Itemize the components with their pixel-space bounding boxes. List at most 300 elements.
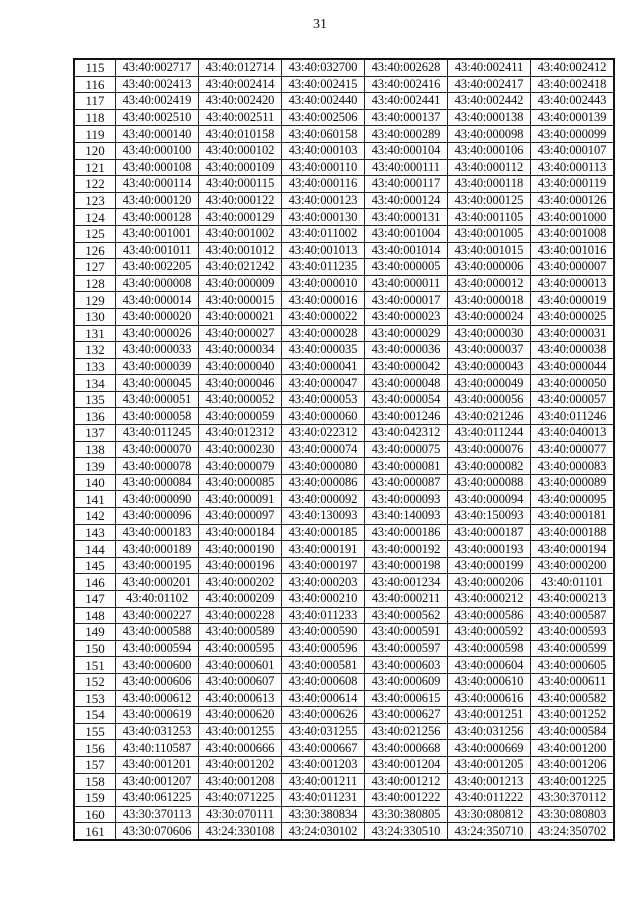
cadastral-number-cell: 43:40:042312: [365, 425, 448, 442]
cadastral-number-cell: 43:40:000119: [531, 176, 615, 193]
cadastral-number-cell: 43:40:011244: [448, 425, 531, 442]
cadastral-number-cell: 43:40:000596: [282, 640, 365, 657]
cadastral-number-cell: 43:40:000610: [448, 673, 531, 690]
cadastral-number-cell: 43:40:000616: [448, 690, 531, 707]
cadastral-number-cell: 43:40:000017: [365, 292, 448, 309]
cadastral-number-cell: 43:40:000113: [531, 159, 615, 176]
cadastral-number-cell: 43:40:001251: [448, 707, 531, 724]
cadastral-number-cell: 43:40:000593: [531, 624, 615, 641]
cadastral-number-cell: 43:40:012714: [199, 59, 282, 76]
cadastral-number-cell: 43:40:000183: [116, 524, 199, 541]
cadastral-number-cell: 43:40:000005: [365, 259, 448, 276]
row-number-cell: 134: [74, 375, 116, 392]
row-number-cell: 132: [74, 342, 116, 359]
cadastral-number-cell: 43:40:000584: [531, 723, 615, 740]
cadastral-number-cell: 43:40:000096: [116, 508, 199, 525]
cadastral-number-cell: 43:40:000037: [448, 342, 531, 359]
cadastral-number-cell: 43:40:000098: [448, 126, 531, 143]
table-row: [74, 76, 614, 93]
cadastral-number-cell: 43:40:031255: [282, 723, 365, 740]
cadastral-number-cell: 43:40:001202: [199, 756, 282, 773]
cadastral-number-cell: 43:40:001252: [531, 707, 615, 724]
cadastral-number-cell: 43:40:011246: [531, 408, 615, 425]
cadastral-number-cell: 43:40:000029: [365, 325, 448, 342]
cadastral-number-cell: 43:40:000097: [199, 508, 282, 525]
table-row: [74, 557, 614, 574]
cadastral-number-cell: 43:40:010158: [199, 126, 282, 143]
cadastral-number-cell: 43:40:000137: [365, 109, 448, 126]
cadastral-number-cell: 43:40:130093: [282, 508, 365, 525]
row-number-cell: 127: [74, 259, 116, 276]
table-row: [74, 59, 614, 76]
row-number-cell: 157: [74, 756, 116, 773]
cadastral-number-cell: 43:40:000128: [116, 209, 199, 226]
row-number-cell: 121: [74, 159, 116, 176]
table-row: [74, 325, 614, 342]
cadastral-number-cell: 43:40:000597: [365, 640, 448, 657]
cadastral-number-cell: 43:40:002412: [531, 59, 615, 76]
cadastral-number-cell: 43:40:000056: [448, 391, 531, 408]
cadastral-number-cell: 43:40:000562: [365, 607, 448, 624]
cadastral-number-cell: 43:40:000100: [116, 142, 199, 159]
cadastral-number-cell: 43:40:000114: [116, 176, 199, 193]
cadastral-number-cell: 43:40:000138: [448, 109, 531, 126]
cadastral-number-cell: 43:40:000007: [531, 259, 615, 276]
table-row: [74, 275, 614, 292]
cadastral-number-cell: 43:40:000042: [365, 358, 448, 375]
cadastral-number-cell: 43:40:040013: [531, 425, 615, 442]
cadastral-number-cell: 43:40:000109: [199, 159, 282, 176]
cadastral-number-cell: 43:40:000130: [282, 209, 365, 226]
row-number-cell: 152: [74, 673, 116, 690]
cadastral-number-cell: 43:40:000013: [531, 275, 615, 292]
cadastral-number-cell: 43:40:000077: [531, 441, 615, 458]
cadastral-number-cell: 43:40:000084: [116, 474, 199, 491]
cadastral-number-cell: 43:40:000203: [282, 574, 365, 591]
cadastral-number-cell: 43:40:000188: [531, 524, 615, 541]
row-number-cell: 125: [74, 225, 116, 242]
cadastral-number-cell: 43:40:001015: [448, 242, 531, 259]
cadastral-number-cell: 43:40:000613: [199, 690, 282, 707]
cadastral-numbers-table: [73, 58, 615, 841]
cadastral-number-cell: 43:40:000085: [199, 474, 282, 491]
row-number-cell: 154: [74, 707, 116, 724]
table-row: [74, 308, 614, 325]
cadastral-number-cell: 43:40:000108: [116, 159, 199, 176]
cadastral-number-cell: 43:40:000122: [199, 192, 282, 209]
cadastral-number-cell: 43:40:000106: [448, 142, 531, 159]
cadastral-number-cell: 43:40:000187: [448, 524, 531, 541]
row-number-cell: 141: [74, 491, 116, 508]
cadastral-number-cell: 43:40:002717: [116, 59, 199, 76]
table-row: [74, 126, 614, 143]
cadastral-number-cell: 43:40:002506: [282, 109, 365, 126]
table-row: [74, 524, 614, 541]
cadastral-number-cell: 43:40:001207: [116, 773, 199, 790]
cadastral-number-cell: 43:40:000210: [282, 591, 365, 608]
cadastral-number-cell: 43:40:012312: [199, 425, 282, 442]
cadastral-number-cell: 43:40:000081: [365, 458, 448, 475]
cadastral-number-cell: 43:40:000200: [531, 557, 615, 574]
table-row: [74, 740, 614, 757]
page-number: 31: [313, 17, 327, 32]
cadastral-number-cell: 43:40:000046: [199, 375, 282, 392]
cadastral-number-cell: 43:40:000209: [199, 591, 282, 608]
row-number-cell: 140: [74, 474, 116, 491]
table-body: [74, 59, 614, 840]
cadastral-number-cell: 43:40:000666: [199, 740, 282, 757]
row-number-cell: 123: [74, 192, 116, 209]
row-number-cell: 160: [74, 806, 116, 823]
cadastral-number-cell: 43:40:001203: [282, 756, 365, 773]
cadastral-number-cell: 43:40:000120: [116, 192, 199, 209]
cadastral-number-cell: 43:40:001255: [199, 723, 282, 740]
cadastral-number-cell: 43:40:000594: [116, 640, 199, 657]
cadastral-number-cell: 43:24:330108: [199, 823, 282, 840]
cadastral-number-cell: 43:40:002510: [116, 109, 199, 126]
cadastral-number-cell: 43:40:000022: [282, 308, 365, 325]
cadastral-number-cell: 43:40:000086: [282, 474, 365, 491]
cadastral-number-cell: 43:40:000125: [448, 192, 531, 209]
cadastral-number-cell: 43:40:001213: [448, 773, 531, 790]
row-number-cell: 130: [74, 308, 116, 325]
cadastral-number-cell: 43:30:070606: [116, 823, 199, 840]
cadastral-number-cell: 43:40:000091: [199, 491, 282, 508]
cadastral-number-cell: 43:30:070111: [199, 806, 282, 823]
cadastral-number-cell: 43:40:000021: [199, 308, 282, 325]
cadastral-number-cell: 43:40:000048: [365, 375, 448, 392]
cadastral-number-cell: 43:40:000590: [282, 624, 365, 641]
cadastral-number-cell: 43:40:000612: [116, 690, 199, 707]
table-row: [74, 441, 614, 458]
table-row: [74, 823, 614, 840]
cadastral-number-cell: 43:40:002415: [282, 76, 365, 93]
table-row: [74, 225, 614, 242]
cadastral-number-cell: 43:40:001000: [531, 209, 615, 226]
cadastral-number-cell: 43:40:000118: [448, 176, 531, 193]
cadastral-number-cell: 43:40:001005: [448, 225, 531, 242]
table-row: [74, 474, 614, 491]
cadastral-number-cell: 43:40:000083: [531, 458, 615, 475]
cadastral-number-cell: 43:40:001206: [531, 756, 615, 773]
cadastral-number-cell: 43:40:000111: [365, 159, 448, 176]
cadastral-number-cell: 43:24:330510: [365, 823, 448, 840]
cadastral-number-cell: 43:40:000227: [116, 607, 199, 624]
cadastral-number-cell: 43:40:000230: [199, 441, 282, 458]
cadastral-number-cell: 43:40:000123: [282, 192, 365, 209]
cadastral-number-cell: 43:30:380834: [282, 806, 365, 823]
row-number-cell: 116: [74, 76, 116, 93]
cadastral-number-cell: 43:40:011235: [282, 259, 365, 276]
cadastral-number-cell: 43:40:000603: [365, 657, 448, 674]
cadastral-number-cell: 43:40:001011: [116, 242, 199, 259]
cadastral-number-cell: 43:40:000027: [199, 325, 282, 342]
table-row: [74, 425, 614, 442]
cadastral-number-cell: 43:40:000197: [282, 557, 365, 574]
row-number-cell: 147: [74, 591, 116, 608]
cadastral-number-cell: 43:40:000212: [448, 591, 531, 608]
cadastral-number-cell: 43:40:011245: [116, 425, 199, 442]
cadastral-number-cell: 43:24:350710: [448, 823, 531, 840]
table-row: [74, 690, 614, 707]
cadastral-number-cell: 43:40:000191: [282, 541, 365, 558]
cadastral-number-cell: 43:40:000289: [365, 126, 448, 143]
cadastral-number-cell: 43:40:021246: [448, 408, 531, 425]
cadastral-number-cell: 43:40:000019: [531, 292, 615, 309]
cadastral-number-cell: 43:40:000609: [365, 673, 448, 690]
cadastral-number-cell: 43:40:000054: [365, 391, 448, 408]
cadastral-number-cell: 43:40:000075: [365, 441, 448, 458]
cadastral-number-cell: 43:40:000615: [365, 690, 448, 707]
cadastral-number-cell: 43:40:000074: [282, 441, 365, 458]
cadastral-number-cell: 43:40:000051: [116, 391, 199, 408]
row-number-cell: 136: [74, 408, 116, 425]
cadastral-number-cell: 43:40:000047: [282, 375, 365, 392]
cadastral-number-cell: 43:40:002413: [116, 76, 199, 93]
row-number-cell: 146: [74, 574, 116, 591]
cadastral-number-cell: 43:40:071225: [199, 790, 282, 807]
table-row: [74, 93, 614, 110]
table-row: [74, 159, 614, 176]
cadastral-number-cell: 43:40:001001: [116, 225, 199, 242]
cadastral-number-cell: 43:40:002417: [448, 76, 531, 93]
table-row: [74, 574, 614, 591]
cadastral-number-cell: 43:40:000038: [531, 342, 615, 359]
cadastral-number-cell: 43:40:000669: [448, 740, 531, 757]
cadastral-number-cell: 43:40:000092: [282, 491, 365, 508]
cadastral-number-cell: 43:40:000131: [365, 209, 448, 226]
cadastral-number-cell: 43:40:000014: [116, 292, 199, 309]
cadastral-number-cell: 43:40:000112: [448, 159, 531, 176]
row-number-cell: 128: [74, 275, 116, 292]
cadastral-number-cell: 43:40:011222: [448, 790, 531, 807]
cadastral-number-cell: 43:40:000586: [448, 607, 531, 624]
cadastral-number-cell: 43:40:002414: [199, 76, 282, 93]
cadastral-number-cell: 43:40:000181: [531, 508, 615, 525]
table-row: [74, 508, 614, 525]
cadastral-number-cell: 43:40:000196: [199, 557, 282, 574]
row-number-cell: 151: [74, 657, 116, 674]
table-row: [74, 142, 614, 159]
cadastral-number-cell: 43:40:000058: [116, 408, 199, 425]
cadastral-number-cell: 43:40:000199: [448, 557, 531, 574]
cadastral-number-cell: 43:40:000036: [365, 342, 448, 359]
cadastral-number-cell: 43:40:000193: [448, 541, 531, 558]
cadastral-number-cell: 43:40:000080: [282, 458, 365, 475]
cadastral-number-cell: 43:40:000598: [448, 640, 531, 657]
cadastral-number-cell: 43:40:001105: [448, 209, 531, 226]
cadastral-number-cell: 43:24:030102: [282, 823, 365, 840]
row-number-cell: 143: [74, 524, 116, 541]
cadastral-number-cell: 43:40:061225: [116, 790, 199, 807]
cadastral-number-cell: 43:40:000008: [116, 275, 199, 292]
row-number-cell: 115: [74, 59, 116, 76]
cadastral-number-cell: 43:40:000620: [199, 707, 282, 724]
cadastral-number-cell: 43:30:370112: [531, 790, 615, 807]
table-row: [74, 673, 614, 690]
cadastral-number-cell: 43:40:001012: [199, 242, 282, 259]
row-number-cell: 124: [74, 209, 116, 226]
cadastral-number-cell: 43:40:000023: [365, 308, 448, 325]
cadastral-number-cell: 43:40:000117: [365, 176, 448, 193]
cadastral-number-cell: 43:40:000090: [116, 491, 199, 508]
cadastral-number-cell: 43:40:000070: [116, 441, 199, 458]
cadastral-number-cell: 43:40:001013: [282, 242, 365, 259]
table-row: [74, 375, 614, 392]
cadastral-number-cell: 43:40:000050: [531, 375, 615, 392]
cadastral-number-cell: 43:40:110587: [116, 740, 199, 757]
cadastral-number-cell: 43:40:000033: [116, 342, 199, 359]
cadastral-number-cell: 43:30:380805: [365, 806, 448, 823]
cadastral-number-cell: 43:40:011231: [282, 790, 365, 807]
table-row: [74, 391, 614, 408]
table-row: [74, 176, 614, 193]
cadastral-number-cell: 43:40:000043: [448, 358, 531, 375]
row-number-cell: 148: [74, 607, 116, 624]
cadastral-number-cell: 43:40:001004: [365, 225, 448, 242]
cadastral-number-cell: 43:40:001225: [531, 773, 615, 790]
row-number-cell: 120: [74, 142, 116, 159]
cadastral-number-cell: 43:40:000053: [282, 391, 365, 408]
cadastral-number-cell: 43:40:000030: [448, 325, 531, 342]
table-row: [74, 342, 614, 359]
table-row: [74, 242, 614, 259]
cadastral-number-cell: 43:40:000626: [282, 707, 365, 724]
row-number-cell: 153: [74, 690, 116, 707]
cadastral-number-cell: 43:40:000018: [448, 292, 531, 309]
cadastral-number-cell: 43:40:002440: [282, 93, 365, 110]
cadastral-number-cell: 43:40:000614: [282, 690, 365, 707]
cadastral-number-cell: 43:40:002416: [365, 76, 448, 93]
cadastral-number-cell: 43:40:001008: [531, 225, 615, 242]
cadastral-number-cell: 43:40:021256: [365, 723, 448, 740]
table-row: [74, 756, 614, 773]
cadastral-number-cell: 43:40:000031: [531, 325, 615, 342]
cadastral-number-cell: 43:40:031256: [448, 723, 531, 740]
table-row: [74, 790, 614, 807]
cadastral-number-cell: 43:40:000206: [448, 574, 531, 591]
cadastral-number-cell: 43:40:000184: [199, 524, 282, 541]
cadastral-number-cell: 43:40:031253: [116, 723, 199, 740]
cadastral-number-cell: 43:40:022312: [282, 425, 365, 442]
cadastral-number-cell: 43:40:000668: [365, 740, 448, 757]
cadastral-number-cell: 43:40:001234: [365, 574, 448, 591]
cadastral-number-cell: 43:40:000103: [282, 142, 365, 159]
cadastral-number-cell: 43:40:000039: [116, 358, 199, 375]
cadastral-number-cell: 43:40:002205: [116, 259, 199, 276]
row-number-cell: 144: [74, 541, 116, 558]
cadastral-number-cell: 43:40:000589: [199, 624, 282, 641]
cadastral-number-cell: 43:40:000202: [199, 574, 282, 591]
cadastral-number-cell: 43:40:001246: [365, 408, 448, 425]
cadastral-number-cell: 43:40:000049: [448, 375, 531, 392]
cadastral-number-cell: 43:40:000024: [448, 308, 531, 325]
cadastral-number-cell: 43:40:001204: [365, 756, 448, 773]
row-number-cell: 122: [74, 176, 116, 193]
cadastral-number-cell: 43:40:000228: [199, 607, 282, 624]
cadastral-number-cell: 43:40:000116: [282, 176, 365, 193]
cadastral-number-cell: 43:40:000089: [531, 474, 615, 491]
cadastral-number-cell: 43:40:001002: [199, 225, 282, 242]
table-row: [74, 607, 614, 624]
cadastral-number-cell: 43:40:000124: [365, 192, 448, 209]
cadastral-number-cell: 43:40:000020: [116, 308, 199, 325]
cadastral-number-cell: 43:40:000186: [365, 524, 448, 541]
cadastral-number-cell: 43:40:000213: [531, 591, 615, 608]
cadastral-number-cell: 43:40:000608: [282, 673, 365, 690]
cadastral-number-cell: 43:40:000194: [531, 541, 615, 558]
cadastral-number-cell: 43:40:01101: [531, 574, 615, 591]
cadastral-number-cell: 43:40:000078: [116, 458, 199, 475]
row-number-cell: 149: [74, 624, 116, 641]
table-row: [74, 259, 614, 276]
row-number-cell: 150: [74, 640, 116, 657]
cadastral-number-cell: 43:30:080812: [448, 806, 531, 823]
table-row: [74, 773, 614, 790]
table-row: [74, 640, 614, 657]
table-row: [74, 491, 614, 508]
cadastral-number-cell: 43:40:01102: [116, 591, 199, 608]
cadastral-number-cell: 43:30:370113: [116, 806, 199, 823]
cadastral-number-cell: 43:40:000129: [199, 209, 282, 226]
cadastral-number-cell: 43:40:001200: [531, 740, 615, 757]
table-row: [74, 541, 614, 558]
cadastral-number-cell: 43:40:001208: [199, 773, 282, 790]
cadastral-number-cell: 43:40:000059: [199, 408, 282, 425]
cadastral-number-cell: 43:40:000195: [116, 557, 199, 574]
cadastral-number-cell: 43:40:000087: [365, 474, 448, 491]
cadastral-number-cell: 43:40:000587: [531, 607, 615, 624]
cadastral-number-cell: 43:40:000605: [531, 657, 615, 674]
cadastral-number-cell: 43:40:000006: [448, 259, 531, 276]
row-number-cell: 117: [74, 93, 116, 110]
cadastral-number-cell: 43:40:000211: [365, 591, 448, 608]
cadastral-number-cell: 43:40:011002: [282, 225, 365, 242]
row-number-cell: 159: [74, 790, 116, 807]
cadastral-number-cell: 43:40:000026: [116, 325, 199, 342]
cadastral-number-cell: 43:40:000126: [531, 192, 615, 209]
cadastral-number-cell: 43:40:000667: [282, 740, 365, 757]
row-number-cell: 133: [74, 358, 116, 375]
cadastral-number-cell: 43:40:000076: [448, 441, 531, 458]
cadastral-number-cell: 43:40:001016: [531, 242, 615, 259]
table-row: [74, 657, 614, 674]
cadastral-number-cell: 43:40:000185: [282, 524, 365, 541]
table-row: [74, 408, 614, 425]
table-row: [74, 591, 614, 608]
cadastral-number-cell: 43:40:000192: [365, 541, 448, 558]
cadastral-number-cell: 43:40:000619: [116, 707, 199, 724]
cadastral-number-cell: 43:40:000044: [531, 358, 615, 375]
cadastral-number-cell: 43:40:000115: [199, 176, 282, 193]
cadastral-number-cell: 43:40:002418: [531, 76, 615, 93]
cadastral-number-cell: 43:40:000034: [199, 342, 282, 359]
row-number-cell: 118: [74, 109, 116, 126]
cadastral-number-cell: 43:40:000102: [199, 142, 282, 159]
cadastral-number-cell: 43:40:000025: [531, 308, 615, 325]
cadastral-number-cell: 43:40:002511: [199, 109, 282, 126]
cadastral-number-cell: 43:40:002443: [531, 93, 615, 110]
cadastral-number-cell: 43:40:021242: [199, 259, 282, 276]
row-number-cell: 135: [74, 391, 116, 408]
cadastral-number-cell: 43:40:002419: [116, 93, 199, 110]
cadastral-number-cell: 43:40:000010: [282, 275, 365, 292]
cadastral-number-cell: 43:40:000110: [282, 159, 365, 176]
cadastral-number-cell: 43:40:000093: [365, 491, 448, 508]
cadastral-number-cell: 43:40:000189: [116, 541, 199, 558]
table-row: [74, 292, 614, 309]
cadastral-number-cell: 43:40:000088: [448, 474, 531, 491]
